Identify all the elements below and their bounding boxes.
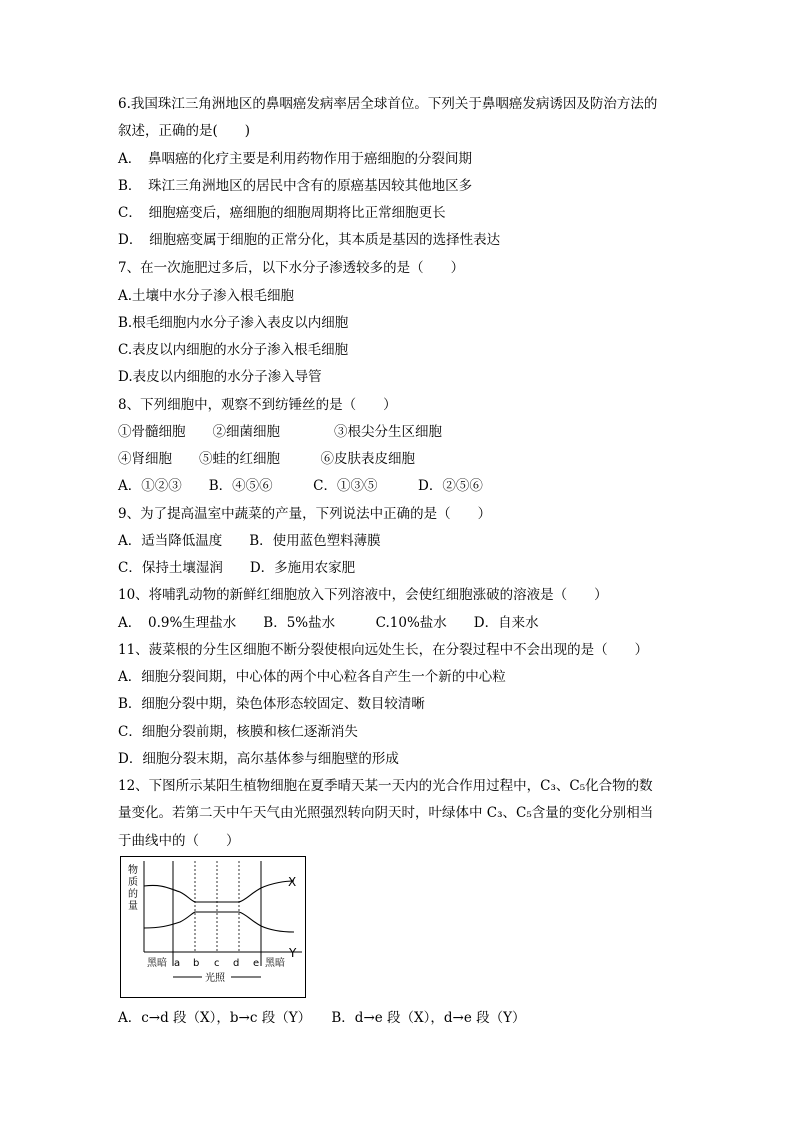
q12-stem-line-3: 于曲线中的（ ） [118, 833, 240, 849]
q11-option-d: D．细胞分裂末期，高尔基体参与细胞壁的形成 [118, 751, 399, 767]
q11-stem: 11、菠菜根的分生区细胞不断分裂使根向远处生长，在分裂过程中不会出现的是（ ） [118, 642, 649, 658]
point-b: b [193, 958, 200, 969]
q9-stem: 9、为了提高温室中蔬菜的产量，下列说法中正确的是（ ） [118, 506, 492, 522]
curve-x [144, 881, 294, 902]
q8-items-row-2: ④肾细胞 ⑤蛙的红细胞 ⑥皮肤表皮细胞 [118, 451, 415, 467]
right-dark-label: 黑暗 [265, 958, 285, 969]
q7-option-d: D.表皮以内细胞的水分子渗入导管 [118, 369, 322, 385]
curve-y [144, 912, 294, 932]
q6-option-d: D． 细胞癌变属于细胞的正常分化，其本质是基因的选择性表达 [118, 232, 501, 248]
y-axis-label-char-3: 的 [128, 889, 138, 900]
curve-y-label: Y [289, 946, 297, 960]
q7-option-c: C.表皮以内细胞的水分子渗入根毛细胞 [118, 342, 349, 358]
y-axis-label-char-1: 物 [128, 865, 138, 876]
q7-stem: 7、在一次施肥过多后，以下水分子渗透较多的是（ ） [118, 260, 465, 276]
q12-options: A．c→d 段（X），b→c 段（Y） B．d→e 段（X），d→e 段（Y） [118, 1010, 526, 1026]
q12-stem-line-1: 12、下图所示某阳生植物细胞在夏季晴天某一天内的光合作用过程中，C₃、C₅化合物的数 [118, 778, 653, 794]
q10-stem: 10、将哺乳动物的新鲜红细胞放入下列溶液中，会使红细胞涨破的溶液是（ ） [118, 587, 608, 603]
q11-option-a: A．细胞分裂间期，中心体的两个中心粒各自产生一个新的中心粒 [118, 669, 506, 685]
q6-stem-line-2: 叙述，正确的是( ) [118, 123, 251, 139]
c3-c5-curve-figure [120, 856, 306, 998]
point-e: e [253, 958, 260, 969]
q6-option-c: C． 细胞癌变后，癌细胞的细胞周期将比正常细胞更长 [118, 205, 446, 221]
curve-diagram [120, 856, 306, 998]
q9-options-row-1: A．适当降低温度 B．使用蓝色塑料薄膜 [118, 533, 381, 549]
q7-option-a: A.土壤中水分子渗入根毛细胞 [118, 288, 295, 304]
q8-items-row-1: ①骨髓细胞 ②细菌细胞 ③根尖分生区细胞 [118, 424, 442, 440]
q11-option-b: B．细胞分裂中期，染色体形态较固定、数目较清晰 [118, 696, 425, 712]
y-axis-label-char-2: 质 [128, 877, 138, 888]
right-dark-label-clip [265, 956, 285, 969]
q6-option-b: B． 珠江三角洲地区的居民中含有的原癌基因较其他地区多 [118, 178, 473, 194]
y-axis-label [128, 863, 138, 912]
q6-option-a: A． 鼻咽癌的化疗主要是利用药物作用于癌细胞的分裂间期 [118, 151, 472, 167]
q10-options: A． 0.9%生理盐水 B．5%盐水 C.10%盐水 D．自来水 [118, 615, 539, 631]
curve-x-label: X [288, 875, 297, 889]
left-dark-label: 黑暗 [147, 958, 167, 969]
light-label: 光照 [205, 973, 225, 984]
point-a: a [174, 958, 181, 969]
q9-options-row-2: C．保持土壤湿润 D．多施用农家肥 [118, 560, 356, 576]
point-d: d [233, 958, 240, 969]
y-axis-label-char-4: 量 [128, 901, 138, 912]
q12-stem-line-2: 量变化。若第二天中午天气由光照强烈转向阴天时，叶绿体中 C₃、C₅含量的变化分别相当 [118, 805, 654, 821]
point-c: c [214, 958, 220, 969]
q7-option-b: B.根毛细胞内水分子渗入表皮以内细胞 [118, 315, 349, 331]
q11-option-c: C．细胞分裂前期，核膜和核仁逐渐消失 [118, 724, 358, 740]
q8-stem: 8、下列细胞中，观察不到纺锤丝的是（ ） [118, 397, 397, 413]
q6-stem-line-1: 6.我国珠江三角洲地区的鼻咽癌发病率居全球首位。下列关于鼻咽癌发病诱因及防治方法的 [118, 96, 658, 112]
q8-options: A．①②③ B．④⑤⑥ C．①③⑤ D．②⑤⑥ [118, 478, 483, 494]
